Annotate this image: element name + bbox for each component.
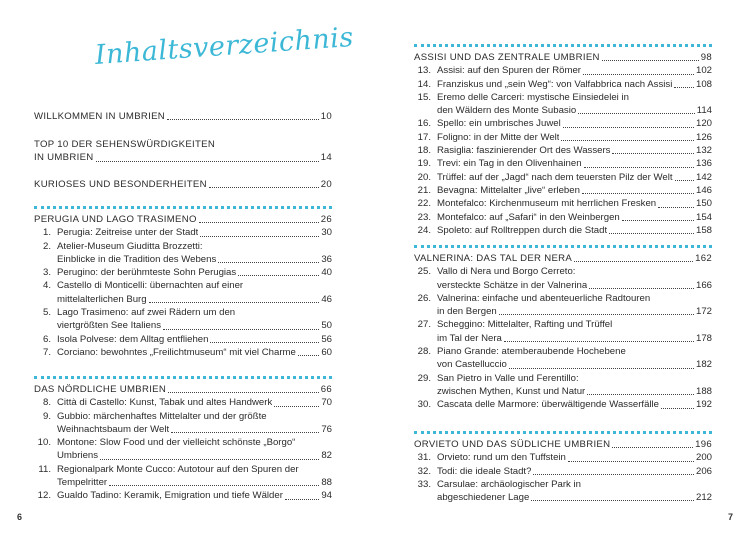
page-number: 6 [17,512,23,522]
section-page-number: 26 [320,214,332,225]
toc-section [34,376,332,503]
entry-number: 13. [417,65,431,77]
page-number: 7 [728,512,734,522]
toc-entry-line [414,318,712,331]
dot-leader [561,140,694,141]
entry-page-number: 46 [321,293,332,305]
entry-number: 33. [417,478,431,490]
entry-title: versteckte Schätze in der Valnerina [437,279,588,291]
entry-title: Franziskus und „sein Weg“: von Valfabbrica nach Assisi [437,78,673,90]
dot-leader [582,193,694,194]
entry-page-number: 150 [695,198,712,210]
entry-title: Spoleto: auf Rolltreppen durch die Stadt [437,224,608,236]
toc-entry-line [414,491,712,504]
dot-leader [531,500,694,501]
dot-leader [274,406,319,407]
section-heading-text: PERUGIA UND LAGO TRASIMENO [34,214,197,225]
toc-entry-line [414,211,712,224]
entry-page-number: 146 [695,184,712,196]
dot-leader [602,60,699,61]
entry-title: Cascata delle Marmore: überwältigende Wasserfälle [437,399,660,411]
entry-title: den Wäldern des Monte Subasio [437,105,577,117]
entry-title: Atelier-Museum Giuditta Brozzetti: [57,240,203,252]
dot-leader [578,113,695,114]
entry-number: 26. [417,292,431,304]
entry-page-number: 212 [695,492,712,504]
entry-number: 32. [417,465,431,477]
entry-number: 23. [417,211,431,223]
dot-leader [584,167,694,168]
entry-page-number: 158 [695,224,712,236]
entry-page-number: 206 [695,465,712,477]
entry-number: 30. [417,399,431,411]
entry-title: Montone: Slow Food und der vielleicht schönste „Borgo“ [57,437,296,449]
section-page-number: 66 [320,384,332,395]
entry-number: 11. [38,463,51,475]
section-page-number: 196 [695,439,712,450]
toc-entry-line [414,171,712,184]
toc-entry-line [414,398,712,411]
toc-entry-line [414,385,712,398]
entry-number: 2. [42,240,51,252]
entry-title: Piano Grande: atemberaubende Hochebene [437,346,626,358]
toc-entry-line [34,396,332,409]
entry-title: viertgrößten See Italiens [57,320,161,332]
toc-entry-line [414,279,712,292]
toc-entry-line [414,332,712,345]
toc-section [414,245,712,412]
dot-leader [509,368,694,369]
section-heading-text: VALNERINA: DAS TAL DER NERA [414,253,573,264]
entry-title: Scheggino: Mittelalter, Rafting und Trüffel [437,319,613,331]
dot-leader [658,207,694,208]
entry-page-number: 188 [695,385,712,397]
entry-title: Lago Trasimeno: auf zwei Rädern um den [57,307,236,319]
toc-entry-line [34,226,332,239]
toc-entry-line [34,346,332,359]
toc-entry-line [414,184,712,197]
dot-leader [533,474,694,475]
toc-section [414,44,712,237]
toc-entry-line [34,410,332,423]
entry-title: Perugia: Zeitreise unter der Stadt [57,227,199,239]
dot-leader [563,127,694,128]
toc-entry-line [34,306,332,319]
entry-page-number: 182 [695,359,712,371]
toc-entry-line [414,117,712,130]
right-page [375,0,750,538]
entry-number: 15. [417,91,431,103]
entry-page-number: 172 [695,306,712,318]
intro-entry [34,110,332,123]
dot-leader [568,461,694,462]
entry-number: 21. [417,184,431,196]
entry-page-number: 192 [695,399,712,411]
entry-number: 10. [37,437,51,449]
dot-leader [210,342,319,343]
toc-entry-line [34,293,332,306]
entry-title: San Pietro in Valle und Ferentillo: [437,372,579,384]
section-page-number: 98 [700,52,712,63]
toc-section [414,431,712,504]
dot-leader [171,432,319,433]
dot-leader [100,459,319,460]
entry-title: Todi: die ideale Stadt? [437,465,532,477]
entry-title: Assisi: auf den Spuren der Römer [437,65,581,77]
toc-section [34,206,332,359]
dot-leader [285,499,319,500]
entry-page-number: 94 [321,490,332,502]
dot-leader [238,275,319,276]
toc-entry-line [414,64,712,77]
entry-title: Trevi: ein Tag in den Olivenhainen [437,158,582,170]
entry-number: 8. [42,397,51,409]
entry-page-number: 126 [695,131,712,143]
entry-number: 14. [417,78,431,90]
section-page-number: 162 [695,253,712,264]
toc-entry-line [414,345,712,358]
entry-title: mittelalterlichen Burg [57,293,147,305]
entry-number: 28. [417,346,431,358]
toc-entry-line [34,463,332,476]
dot-leader [298,355,319,356]
toc-entry-line [414,197,712,210]
toc-entry-line [414,305,712,318]
entry-page-number: 132 [695,145,712,157]
toc-title: Inhaltsverzeichnis [93,21,355,71]
section-heading [414,438,712,451]
entry-number: 20. [417,171,431,183]
toc-entry-line [414,224,712,237]
section-heading-text: ASSISI UND DAS ZENTRALE UMBRIEN [414,52,600,63]
entry-page-number: 136 [695,158,712,170]
entry-title: Vallo di Nera und Borgo Cerreto: [437,266,576,278]
entry-number: 1. [42,227,51,239]
dot-leader [109,485,319,486]
dot-leader [675,180,694,181]
entry-title: Tempelritter [57,477,108,489]
entry-title: Castello di Monticelli: übernachten auf einer [57,280,244,292]
entry-page-number: 102 [695,65,712,77]
toc-line: TOP 10 DER SEHENSWÜRDIGKEITEN [34,139,216,150]
entry-title: Weihnachtsbaum der Welt [57,423,170,435]
entry-page-number: 40 [321,267,332,279]
dot-leader [612,153,694,154]
toc-entry-line [414,78,712,91]
section-heading [414,51,712,64]
toc-entry-line [414,451,712,464]
dot-leader [149,302,320,303]
entry-number: 12. [37,490,51,502]
toc-entry-line [34,279,332,292]
entry-page-number: 36 [321,253,332,265]
entry-title: Gubbio: märchenhaftes Mittelalter und der größte [57,410,267,422]
toc-entry-line [34,489,332,502]
dot-leader [163,329,319,330]
toc-entry-line [414,157,712,170]
section-divider [34,376,332,379]
section-heading-text: ORVIETO UND DAS SÜDLICHE UMBRIEN [414,439,611,450]
toc-entry-line [34,449,332,462]
dot-leader [587,394,694,395]
entry-page-number: 88 [321,477,332,489]
toc-entry-line [414,91,712,104]
toc-entry-line [34,333,332,346]
entry-title: Città di Castello: Kunst, Tabak und altes Handwerk [57,397,273,409]
entry-page-number: 120 [695,118,712,130]
entry-number: 5. [42,307,51,319]
entry-number: 27. [417,319,431,331]
entry-number: 25. [417,266,431,278]
dot-leader [96,161,319,162]
entry-title: Montefalco: Kirchenmuseum mit herrlichen Fresken [437,198,657,210]
entry-title: im Tal der Nera [437,332,502,344]
entry-title: Rasiglia: faszinierender Ort des Wassers [437,145,611,157]
entry-page-number: 200 [695,452,712,464]
section-heading [414,252,712,265]
entry-title: Spello: ein umbrisches Juwel [437,118,561,130]
entry-title: Isola Polvese: dem Alltag entfliehen [57,333,209,345]
entry-title: Bevagna: Mittelalter „live“ erleben [437,184,580,196]
dot-leader [661,408,694,409]
entry-number: 31. [417,452,431,464]
section-heading [34,213,332,226]
dot-leader [583,74,694,75]
dot-leader [612,447,693,448]
entry-number: 3. [42,267,51,279]
entry-title: Gualdo Tadino: Keramik, Emigration und tiefe Wälder [57,490,283,502]
entry-page-number: 76 [321,423,332,435]
entry-title: zwischen Mythen, Kunst und Natur [437,385,586,397]
dot-leader [167,119,319,120]
entry-number: 16. [417,118,431,130]
dot-leader [200,236,319,237]
entry-title: Eremo delle Carceri: mystische Einsiedelei in [437,91,629,103]
toc-entry-line [34,423,332,436]
entry-title: Corciano: bewohntes „Freilichtmuseum“ mit viel Charme [57,346,296,358]
toc-entry-line [34,253,332,266]
entry-title: in den Bergen [437,306,497,318]
toc-entry-line [414,292,712,305]
section-divider [414,44,712,47]
toc-line: KURIOSES UND BESONDERHEITEN 20 [34,179,332,190]
toc-entry-line [414,104,712,117]
entry-title: Montefalco: auf „Safari“ in den Weinbergen [437,211,620,223]
entry-page-number: 166 [695,279,712,291]
entry-title: Valnerina: einfache und abenteuerliche Radtouren [437,292,651,304]
toc-line: IN UMBRIEN 14 [34,152,332,164]
toc-entry-line [34,240,332,253]
entry-page-number: 82 [321,450,332,462]
entry-number: 24. [417,224,431,236]
intro-entry [34,178,332,191]
entry-number: 22. [417,198,431,210]
toc-entry-line [34,319,332,332]
entry-page-number: 70 [321,397,332,409]
entry-page-number: 108 [695,78,712,90]
entry-number: 7. [42,346,51,358]
toc-entry-line [414,265,712,278]
intro-entry [34,138,332,165]
entry-number: 17. [417,131,431,143]
entry-title: abgeschiedener Lage [437,492,530,504]
dot-leader [209,187,319,188]
entry-page-number: 50 [321,320,332,332]
entry-page-number: 142 [695,171,712,183]
entry-number: 18. [417,145,431,157]
toc-entry-line [34,266,332,279]
entry-title: Orvieto: rund um den Tuffstein [437,452,566,464]
entry-number: 29. [417,372,431,384]
toc-entry-line [414,144,712,157]
entry-title: Trüffel: auf der „Jagd“ nach dem teuersten Pilz der Welt [437,171,673,183]
section-divider [34,206,332,209]
section-divider [414,431,712,434]
toc-entry-line [414,358,712,371]
toc-entry-line [414,372,712,385]
entry-title: Foligno: in der Mitte der Welt [437,131,560,143]
entry-title: Carsulae: archäologischer Park in [437,478,581,490]
entry-number: 9. [42,410,51,422]
entry-page-number: 154 [695,211,712,223]
dot-leader [218,262,319,263]
entry-number: 4. [42,280,51,292]
dot-leader [499,314,694,315]
dot-leader [622,220,694,221]
entry-title: von Castelluccio [437,359,507,371]
dot-leader [589,288,694,289]
dot-leader [674,87,694,88]
entry-page-number: 114 [696,105,712,117]
section-divider [414,245,712,248]
entry-title: Umbriens [57,450,99,462]
toc-entry-line [414,478,712,491]
section-heading [34,383,332,396]
dot-leader [574,261,693,262]
entry-number: 19. [417,158,431,170]
entry-page-number: 56 [321,333,332,345]
dot-leader [504,341,694,342]
entry-page-number: 30 [321,227,332,239]
dot-leader [168,392,319,393]
toc-entry-line [34,476,332,489]
entry-title: Regionalpark Monte Cucco: Autotour auf den Spuren der [57,463,299,475]
entry-page-number: 178 [695,332,712,344]
section-heading-text: DAS NÖRDLICHE UMBRIEN [34,384,167,395]
entry-title: Einblicke in die Tradition des Webens [57,253,217,265]
toc-entry-line [414,465,712,478]
dot-leader [609,233,694,234]
entry-title: Perugino: der berühmteste Sohn Perugias [57,267,237,279]
entry-page-number: 60 [321,346,332,358]
toc-entry-line [414,131,712,144]
toc-entry-line [34,436,332,449]
dot-leader [199,222,319,223]
toc-line: WILLKOMMEN IN UMBRIEN 10 [34,111,332,122]
entry-number: 6. [42,333,51,345]
